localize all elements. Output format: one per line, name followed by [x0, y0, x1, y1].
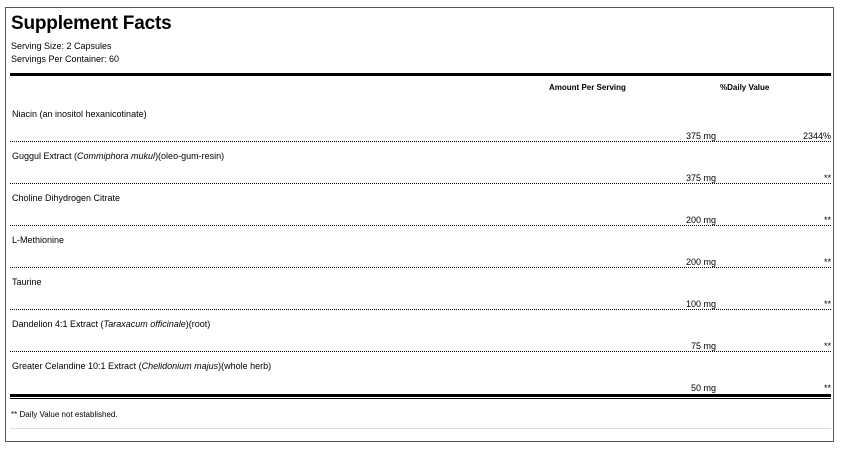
supplement-facts-panel — [5, 7, 834, 442]
ingredient-amount: 50 mg — [690, 383, 716, 393]
ingredient-daily-value: ** — [823, 299, 831, 309]
footer-divider-thin — [10, 398, 831, 399]
ingredient-daily-value: ** — [823, 341, 831, 351]
servings-per-container: Servings Per Container: 60 — [11, 54, 120, 64]
ingredient-name: Greater Celandine 10:1 Extract (Chelidonium majus)(whole herb) — [12, 361, 272, 371]
table-row — [10, 184, 831, 226]
footer-divider — [10, 394, 831, 397]
footnote: ** Daily Value not established. — [11, 410, 118, 419]
ingredient-name: Niacin (an inositol hexanicotinate) — [12, 109, 147, 119]
table-row — [10, 268, 831, 310]
table-row — [10, 352, 831, 394]
ingredient-amount: 100 mg — [685, 299, 716, 309]
ingredient-daily-value: ** — [823, 173, 831, 183]
footnote-divider — [10, 428, 831, 429]
ingredient-amount: 200 mg — [685, 215, 716, 225]
ingredient-name: Taurine — [12, 277, 42, 287]
ingredient-name: Guggul Extract (Commiphora mukul)(oleo-gum-resin) — [12, 151, 225, 161]
ingredient-amount: 375 mg — [685, 173, 716, 183]
daily-value-header: %Daily Value — [720, 83, 770, 92]
header-divider — [10, 73, 831, 76]
ingredient-name: Choline Dihydrogen Citrate — [12, 193, 121, 203]
ingredient-daily-value: ** — [823, 383, 831, 393]
serving-size: Serving Size: 2 Capsules — [11, 41, 112, 51]
table-row — [10, 310, 831, 352]
table-row — [10, 100, 831, 142]
table-row — [10, 142, 831, 184]
ingredient-name: L-Methionine — [12, 235, 65, 245]
ingredient-daily-value: ** — [823, 215, 831, 225]
amount-per-serving-header: Amount Per Serving — [549, 83, 626, 92]
ingredient-daily-value: ** — [823, 257, 831, 267]
ingredient-daily-value: 2344% — [802, 131, 831, 141]
ingredient-amount: 200 mg — [685, 257, 716, 267]
table-row — [10, 226, 831, 268]
ingredient-amount: 375 mg — [685, 131, 716, 141]
ingredient-amount: 75 mg — [690, 341, 716, 351]
ingredient-name: Dandelion 4:1 Extract (Taraxacum officinale)(root) — [12, 319, 211, 329]
panel-title: Supplement Facts — [11, 13, 172, 34]
